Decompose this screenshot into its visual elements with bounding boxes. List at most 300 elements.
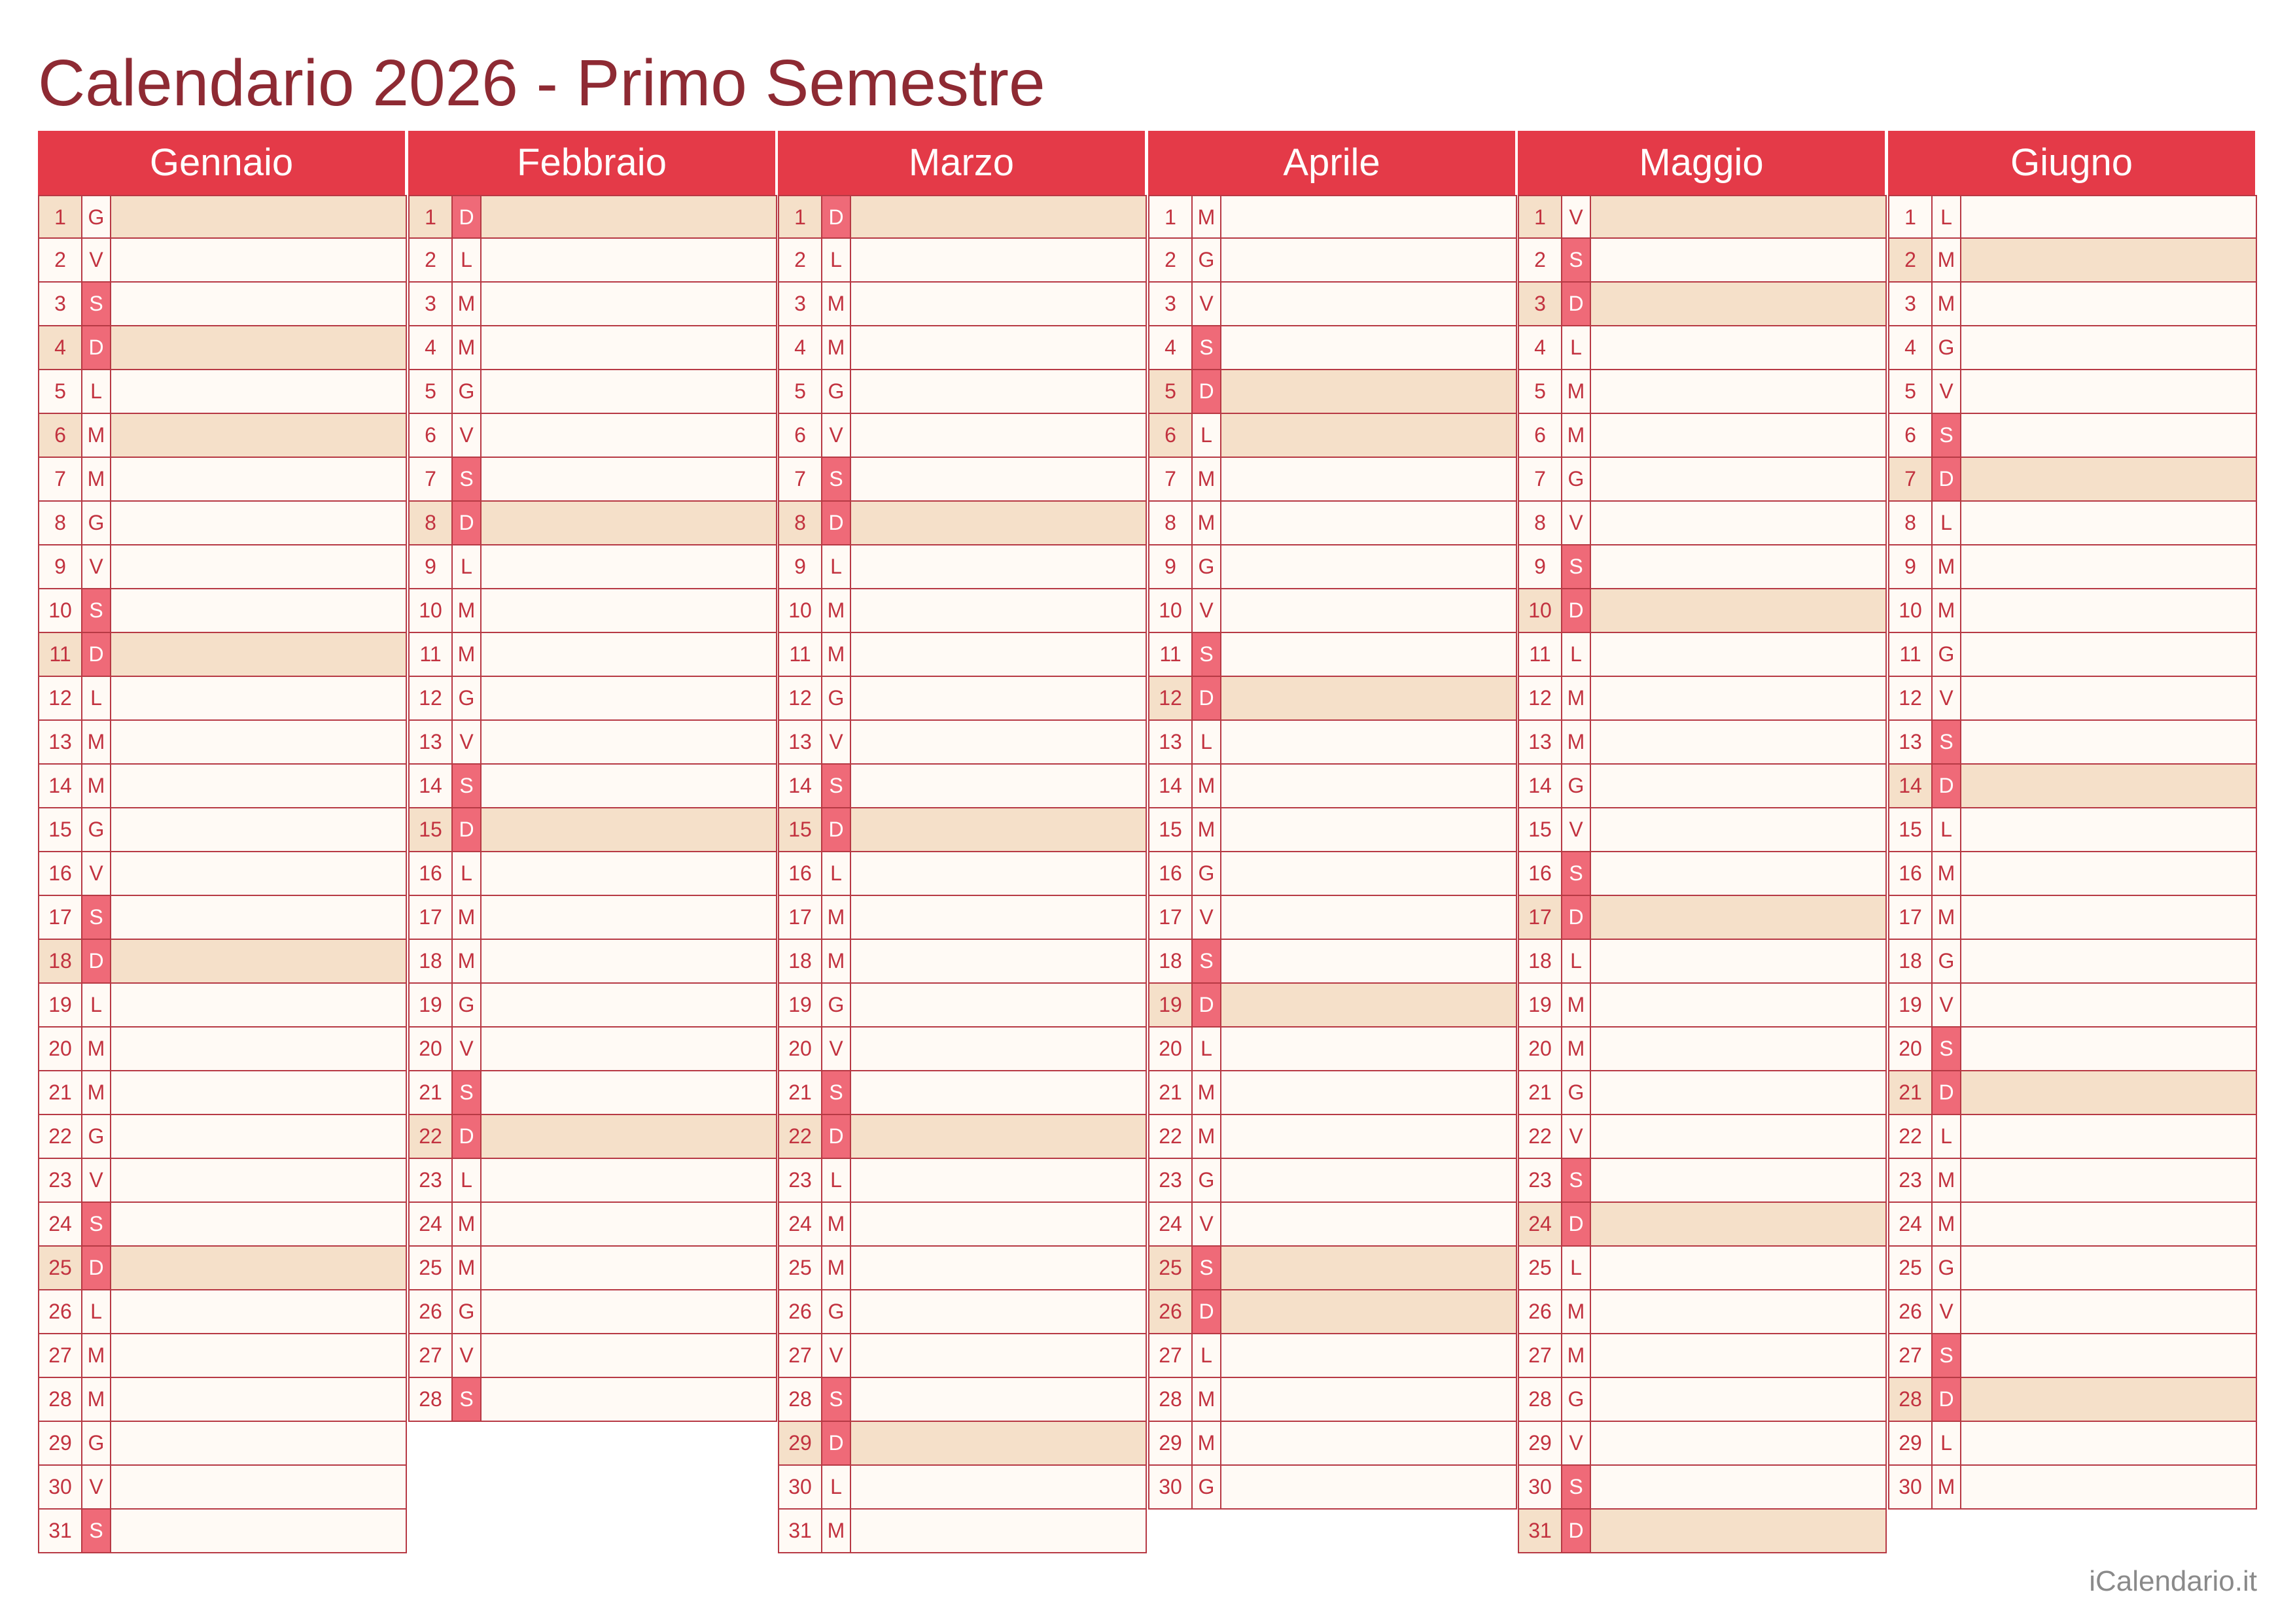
note-cell — [1961, 196, 2256, 237]
day-row — [1888, 1115, 2257, 1159]
note-cell — [1961, 326, 2256, 369]
day-number: 30 — [1519, 1466, 1562, 1508]
note-cell — [111, 1378, 406, 1421]
day-row — [1518, 1247, 1887, 1290]
day-row — [1888, 1422, 2257, 1466]
weekday-letter: M — [1193, 458, 1221, 500]
weekday-letter: M — [1193, 1115, 1221, 1158]
day-number: 25 — [410, 1247, 453, 1289]
day-row — [1518, 1159, 1887, 1203]
day-row — [1148, 195, 1517, 239]
holiday-note-cell — [111, 326, 406, 369]
day-number: 18 — [1889, 940, 1933, 982]
day-number: 31 — [39, 1510, 82, 1552]
weekday-letter: V — [822, 1334, 851, 1377]
weekday-letter: L — [82, 1290, 111, 1333]
note-cell — [111, 852, 406, 895]
day-number: 22 — [1519, 1115, 1562, 1158]
day-row — [1518, 1290, 1887, 1334]
weekday-letter: G — [1193, 545, 1221, 588]
note-cell — [111, 1159, 406, 1201]
day-row — [778, 458, 1147, 502]
weekday-letter: G — [82, 502, 111, 544]
day-row — [778, 502, 1147, 545]
day-row — [1148, 896, 1517, 940]
weekend-day-badge: S — [82, 1510, 111, 1552]
day-number: 12 — [410, 677, 453, 719]
day-row — [778, 896, 1147, 940]
note-cell — [1591, 633, 1885, 676]
day-row — [1518, 765, 1887, 808]
day-number: 8 — [1519, 502, 1562, 544]
note-cell — [111, 545, 406, 588]
day-number: 21 — [1149, 1071, 1193, 1114]
weekday-letter: L — [1562, 633, 1591, 676]
note-cell — [851, 984, 1146, 1026]
day-number: 7 — [1889, 458, 1933, 500]
day-row — [408, 545, 777, 589]
month-header: Maggio — [1518, 131, 1887, 195]
weekday-letter: L — [822, 239, 851, 281]
weekday-letter: L — [1193, 721, 1221, 763]
day-row — [1888, 852, 2257, 896]
weekday-letter: G — [1933, 633, 1961, 676]
weekday-letter: L — [1193, 1334, 1221, 1377]
day-number: 11 — [410, 633, 453, 676]
note-cell — [1221, 896, 1516, 939]
day-row — [1888, 1466, 2257, 1510]
note-cell — [111, 589, 406, 632]
day-row — [38, 808, 407, 852]
note-cell — [851, 1159, 1146, 1201]
day-row — [408, 1334, 777, 1378]
weekday-letter: V — [822, 1028, 851, 1070]
weekend-day-badge: D — [453, 808, 482, 851]
day-row — [1148, 677, 1517, 721]
note-cell — [851, 1247, 1146, 1289]
weekend-day-badge: S — [1193, 1247, 1221, 1289]
day-number: 23 — [1889, 1159, 1933, 1201]
day-number: 10 — [39, 589, 82, 632]
day-row — [38, 414, 407, 458]
note-cell — [1961, 414, 2256, 457]
day-number: 15 — [779, 808, 822, 851]
day-number: 21 — [779, 1071, 822, 1114]
day-number: 27 — [1519, 1334, 1562, 1377]
note-cell — [1961, 896, 2256, 939]
day-row — [1148, 984, 1517, 1028]
day-number: 9 — [1149, 545, 1193, 588]
note-cell — [1221, 283, 1516, 325]
weekday-letter: V — [1193, 589, 1221, 632]
day-number: 22 — [779, 1115, 822, 1158]
weekday-letter: G — [1562, 765, 1591, 807]
day-number: 5 — [779, 370, 822, 413]
note-cell — [1591, 1115, 1885, 1158]
weekday-letter: V — [1933, 370, 1961, 413]
weekday-letter: V — [453, 1334, 482, 1377]
note-cell — [851, 1510, 1146, 1552]
day-number: 15 — [39, 808, 82, 851]
day-number: 8 — [1889, 502, 1933, 544]
weekday-letter: L — [82, 984, 111, 1026]
day-number: 17 — [39, 896, 82, 939]
day-number: 28 — [1149, 1378, 1193, 1421]
weekend-day-badge: S — [82, 283, 111, 325]
weekday-letter: L — [1562, 1247, 1591, 1289]
day-number: 10 — [410, 589, 453, 632]
day-row — [1888, 940, 2257, 984]
day-row — [1888, 1247, 2257, 1290]
weekend-day-badge: D — [1933, 1378, 1961, 1421]
weekday-letter: L — [1933, 1115, 1961, 1158]
day-number: 15 — [410, 808, 453, 851]
day-row — [1148, 1247, 1517, 1290]
holiday-note-cell — [1961, 765, 2256, 807]
day-number: 16 — [1519, 852, 1562, 895]
day-number: 9 — [39, 545, 82, 588]
day-row — [1518, 458, 1887, 502]
day-row — [778, 1466, 1147, 1510]
weekday-letter: V — [82, 1159, 111, 1201]
weekend-day-badge: D — [822, 1115, 851, 1158]
note-cell — [851, 1334, 1146, 1377]
day-row — [1888, 1334, 2257, 1378]
weekday-letter: M — [453, 283, 482, 325]
day-number: 5 — [410, 370, 453, 413]
holiday-note-cell — [482, 502, 776, 544]
note-cell — [482, 1071, 776, 1114]
day-row — [778, 721, 1147, 765]
holiday-note-cell — [851, 1115, 1146, 1158]
note-cell — [1961, 984, 2256, 1026]
note-cell — [111, 984, 406, 1026]
note-cell — [1591, 1334, 1885, 1377]
note-cell — [851, 283, 1146, 325]
day-number: 29 — [1889, 1422, 1933, 1464]
note-cell — [482, 239, 776, 281]
weekday-letter: M — [1933, 1159, 1961, 1201]
weekday-letter: M — [453, 1247, 482, 1289]
day-number: 26 — [410, 1290, 453, 1333]
note-cell — [1221, 326, 1516, 369]
day-row — [1888, 458, 2257, 502]
note-cell — [851, 239, 1146, 281]
day-row — [778, 1510, 1147, 1553]
weekday-letter: G — [82, 1115, 111, 1158]
day-row — [1148, 1071, 1517, 1115]
weekend-day-badge: D — [1193, 984, 1221, 1026]
weekend-day-badge: D — [1193, 1290, 1221, 1333]
holiday-note-cell — [1221, 1290, 1516, 1333]
day-number: 21 — [1519, 1071, 1562, 1114]
weekend-day-badge: S — [453, 1378, 482, 1421]
day-row — [1888, 502, 2257, 545]
day-number: 24 — [1149, 1203, 1193, 1245]
weekday-letter: M — [1933, 852, 1961, 895]
day-number: 23 — [410, 1159, 453, 1201]
day-number: 28 — [1889, 1378, 1933, 1421]
weekend-day-badge: D — [453, 1115, 482, 1158]
day-number: 30 — [779, 1466, 822, 1508]
day-row — [408, 940, 777, 984]
day-number: 16 — [39, 852, 82, 895]
weekend-day-badge: S — [822, 1378, 851, 1421]
weekday-letter: V — [453, 721, 482, 763]
day-number: 24 — [1889, 1203, 1933, 1245]
weekday-letter: G — [1562, 458, 1591, 500]
note-cell — [482, 589, 776, 632]
note-cell — [851, 852, 1146, 895]
weekday-letter: M — [82, 1378, 111, 1421]
day-number: 5 — [1889, 370, 1933, 413]
note-cell — [1961, 1115, 2256, 1158]
day-row — [1148, 1422, 1517, 1466]
day-number: 11 — [39, 633, 82, 676]
day-row — [1888, 1203, 2257, 1247]
weekday-letter: M — [822, 1203, 851, 1245]
weekday-letter: L — [453, 545, 482, 588]
day-number: 28 — [410, 1378, 453, 1421]
day-row — [778, 940, 1147, 984]
weekday-letter: G — [822, 677, 851, 719]
day-number: 22 — [39, 1115, 82, 1158]
day-number: 11 — [1149, 633, 1193, 676]
weekday-letter: M — [82, 458, 111, 500]
note-cell — [482, 1028, 776, 1070]
day-number: 19 — [1149, 984, 1193, 1026]
weekday-letter: L — [1933, 502, 1961, 544]
weekend-day-badge: S — [453, 765, 482, 807]
day-row — [38, 1422, 407, 1466]
weekday-letter: M — [1933, 283, 1961, 325]
note-cell — [1591, 1028, 1885, 1070]
day-row — [1148, 808, 1517, 852]
day-number: 26 — [1519, 1290, 1562, 1333]
note-cell — [1961, 545, 2256, 588]
note-cell — [111, 1028, 406, 1070]
weekend-day-badge: S — [453, 1071, 482, 1114]
weekday-letter: G — [1193, 239, 1221, 281]
note-cell — [111, 1510, 406, 1552]
weekend-day-badge: D — [1933, 1071, 1961, 1114]
day-number: 2 — [39, 239, 82, 281]
day-row — [1888, 414, 2257, 458]
day-number: 3 — [1519, 283, 1562, 325]
holiday-note-cell — [111, 1247, 406, 1289]
weekday-letter: M — [1562, 414, 1591, 457]
day-row — [1148, 589, 1517, 633]
note-cell — [1221, 502, 1516, 544]
holiday-note-cell — [1961, 1378, 2256, 1421]
weekday-letter: M — [1193, 502, 1221, 544]
day-number: 23 — [1149, 1159, 1193, 1201]
day-row — [778, 852, 1147, 896]
day-number: 15 — [1519, 808, 1562, 851]
note-cell — [482, 896, 776, 939]
weekday-letter: M — [1562, 984, 1591, 1026]
day-row — [38, 545, 407, 589]
day-number: 20 — [39, 1028, 82, 1070]
note-cell — [482, 721, 776, 763]
day-row — [1888, 326, 2257, 370]
day-number: 2 — [1519, 239, 1562, 281]
day-row — [38, 896, 407, 940]
day-row — [38, 1290, 407, 1334]
weekend-day-badge: S — [1933, 1334, 1961, 1377]
day-row — [1148, 940, 1517, 984]
day-row — [1518, 808, 1887, 852]
day-row — [1518, 326, 1887, 370]
month-column-gennaio — [38, 131, 407, 1553]
weekday-letter: M — [822, 896, 851, 939]
weekday-letter: M — [822, 1247, 851, 1289]
day-number: 12 — [1889, 677, 1933, 719]
day-row — [38, 1159, 407, 1203]
day-row — [1518, 852, 1887, 896]
day-number: 20 — [1149, 1028, 1193, 1070]
note-cell — [1591, 677, 1885, 719]
note-cell — [111, 896, 406, 939]
day-number: 12 — [779, 677, 822, 719]
day-number: 14 — [1149, 765, 1193, 807]
weekday-letter: L — [453, 239, 482, 281]
day-row — [1888, 370, 2257, 414]
note-cell — [1591, 326, 1885, 369]
note-cell — [1591, 1247, 1885, 1289]
weekend-day-badge: D — [1193, 370, 1221, 413]
note-cell — [1221, 765, 1516, 807]
note-cell — [1961, 808, 2256, 851]
day-number: 28 — [779, 1378, 822, 1421]
day-number: 5 — [39, 370, 82, 413]
day-row — [1148, 1203, 1517, 1247]
day-number: 13 — [779, 721, 822, 763]
holiday-note-cell — [851, 808, 1146, 851]
day-number: 25 — [779, 1247, 822, 1289]
day-row — [38, 1510, 407, 1553]
weekday-letter: V — [1562, 1115, 1591, 1158]
day-row — [1518, 545, 1887, 589]
day-number: 27 — [779, 1334, 822, 1377]
note-cell — [851, 1203, 1146, 1245]
note-cell — [482, 414, 776, 457]
day-number: 9 — [410, 545, 453, 588]
day-number: 23 — [39, 1159, 82, 1201]
day-row — [778, 545, 1147, 589]
day-row — [1888, 1290, 2257, 1334]
weekday-letter: M — [1193, 196, 1221, 237]
day-number: 17 — [1149, 896, 1193, 939]
day-row — [408, 502, 777, 545]
day-number: 8 — [1149, 502, 1193, 544]
day-row — [408, 808, 777, 852]
weekday-letter: M — [1193, 1378, 1221, 1421]
weekday-letter: V — [1562, 196, 1591, 237]
note-cell — [851, 1290, 1146, 1333]
note-cell — [1591, 1071, 1885, 1114]
weekday-letter: V — [82, 239, 111, 281]
holiday-note-cell — [111, 414, 406, 457]
day-number: 9 — [1889, 545, 1933, 588]
note-cell — [1221, 1159, 1516, 1201]
day-row — [778, 633, 1147, 677]
day-row — [1518, 1203, 1887, 1247]
note-cell — [1591, 370, 1885, 413]
day-row — [1518, 239, 1887, 283]
note-cell — [111, 808, 406, 851]
note-cell — [1961, 677, 2256, 719]
day-number: 5 — [1519, 370, 1562, 413]
weekend-day-badge: S — [82, 589, 111, 632]
weekday-letter: V — [453, 1028, 482, 1070]
weekday-letter: V — [1933, 1290, 1961, 1333]
note-cell — [111, 1334, 406, 1377]
day-number: 8 — [410, 502, 453, 544]
day-number: 6 — [410, 414, 453, 457]
day-number: 13 — [1149, 721, 1193, 763]
note-cell — [851, 765, 1146, 807]
note-cell — [1221, 1422, 1516, 1464]
holiday-note-cell — [1221, 677, 1516, 719]
weekday-letter: G — [822, 1290, 851, 1333]
weekday-letter: G — [82, 1422, 111, 1464]
weekend-day-badge: S — [82, 1203, 111, 1245]
note-cell — [1591, 765, 1885, 807]
day-number: 29 — [1149, 1422, 1193, 1464]
weekend-day-badge: D — [1562, 896, 1591, 939]
day-number: 4 — [1519, 326, 1562, 369]
day-row — [778, 370, 1147, 414]
note-cell — [1221, 1028, 1516, 1070]
month-column-febbraio — [408, 131, 777, 1422]
weekday-letter: M — [453, 326, 482, 369]
day-number: 1 — [1889, 196, 1933, 237]
note-cell — [111, 1422, 406, 1464]
weekend-day-badge: S — [1933, 414, 1961, 457]
day-number: 21 — [410, 1071, 453, 1114]
weekday-letter: M — [1562, 1290, 1591, 1333]
day-number: 10 — [779, 589, 822, 632]
day-row — [408, 765, 777, 808]
day-number: 24 — [39, 1203, 82, 1245]
day-number: 1 — [779, 196, 822, 237]
weekday-letter: M — [822, 283, 851, 325]
day-number: 16 — [1889, 852, 1933, 895]
day-row — [38, 370, 407, 414]
weekday-letter: L — [1562, 326, 1591, 369]
note-cell — [482, 1290, 776, 1333]
holiday-note-cell — [1961, 458, 2256, 500]
note-cell — [1591, 984, 1885, 1026]
weekday-letter: G — [822, 370, 851, 413]
day-row — [1888, 589, 2257, 633]
day-number: 4 — [779, 326, 822, 369]
note-cell — [1591, 1290, 1885, 1333]
weekday-letter: L — [1193, 1028, 1221, 1070]
day-row — [38, 677, 407, 721]
day-row — [778, 1159, 1147, 1203]
day-row — [778, 1334, 1147, 1378]
day-row — [1148, 502, 1517, 545]
weekday-letter: M — [822, 633, 851, 676]
day-number: 17 — [410, 896, 453, 939]
note-cell — [111, 765, 406, 807]
day-row — [1148, 1115, 1517, 1159]
weekday-letter: M — [453, 1203, 482, 1245]
day-row — [1148, 1028, 1517, 1071]
weekend-day-badge: S — [1193, 326, 1221, 369]
